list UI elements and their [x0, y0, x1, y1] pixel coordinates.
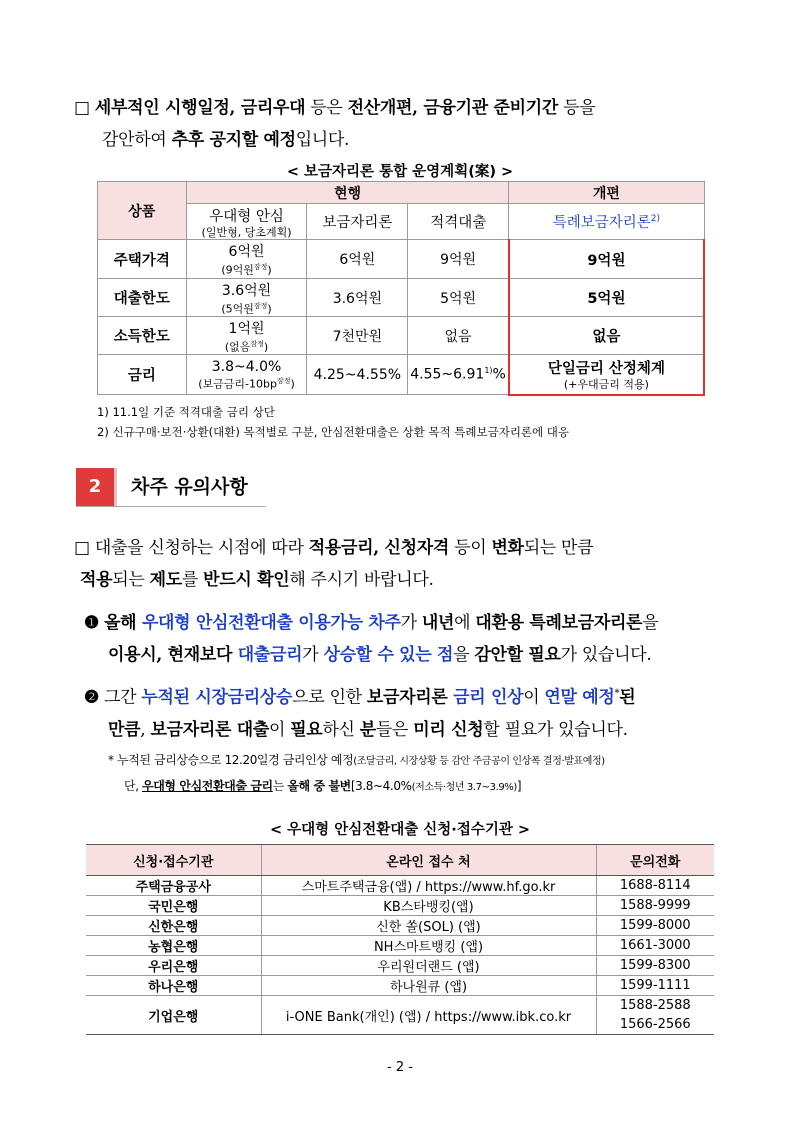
notice-text: 해 주시기 바랍니다. — [289, 570, 434, 590]
phone-number: 1588-9999 — [596, 896, 714, 916]
agency-name: 농협은행 — [86, 936, 261, 956]
online-channel: 스마트주택금융(앱) / https://www.hf.go.kr — [261, 876, 596, 896]
item-text: 내년 — [421, 613, 455, 633]
cell-sup: 잠정 — [253, 263, 268, 272]
header-agency: 신청·접수기관 — [86, 845, 261, 876]
item-text: 을 — [453, 645, 475, 665]
phone-number: 1661-3000 — [596, 936, 714, 956]
item-text: 누적된 시장금리상승 — [141, 687, 293, 708]
item-text: 보금자리론 — [366, 687, 454, 708]
col-preferred-sub: (일반형, 당초계획) — [201, 225, 292, 239]
cell-special — [509, 317, 704, 355]
operation-plan-table — [97, 181, 705, 396]
section-number-badge: 2 — [76, 468, 114, 506]
col-preferred — [186, 204, 307, 240]
footnote-text: 단, — [124, 779, 143, 793]
cell-value: 4.55~6.91 — [410, 366, 485, 383]
cell-special — [509, 240, 704, 279]
col-special-sup: 2) — [650, 214, 661, 225]
agency-name: 하나은행 — [86, 976, 261, 996]
item-text: 필요 — [290, 719, 323, 740]
table-row — [98, 355, 705, 395]
note-1: 1) 11.1일 기준 적격대출 금리 상단 — [97, 405, 275, 419]
cell-value: 1억원 — [228, 320, 265, 337]
item-text: 대출금리 — [237, 645, 303, 665]
footnote-text: [3.8~4.0% — [350, 779, 412, 793]
cell-special — [509, 279, 704, 317]
header-phone: 문의전화 — [596, 845, 714, 876]
cell-qualified — [408, 317, 509, 355]
cell-sub: (5억원 — [221, 302, 254, 316]
cell-value: 없음 — [592, 329, 621, 345]
cell-sub-close: ) — [263, 340, 269, 354]
phone-number: 1599-8300 — [596, 956, 714, 976]
table-row — [98, 240, 705, 279]
online-channel: i-ONE Bank(개인) (앱) / https://www.ibk.co.kr — [261, 996, 596, 1035]
table1-notes — [97, 402, 737, 442]
notice-text: 변화 — [491, 538, 524, 558]
item-text: 분 — [359, 719, 376, 740]
footnote-text: (저소득·청년 3.7~3.9%) — [411, 782, 517, 793]
col-special-label: 특례보금자리론 — [552, 215, 651, 231]
bullet-1-icon: ❶ — [84, 613, 99, 633]
item-text: 금리 인상 — [453, 687, 524, 708]
item-text: 하신 — [322, 719, 360, 740]
cell-sub: (없음 — [224, 340, 251, 354]
cell-preferred — [186, 317, 307, 355]
online-channel: 신한 쏠(SOL) (앱) — [261, 916, 596, 936]
cell-sup: 잠정 — [250, 339, 264, 348]
phone-number-2: 1566-2566 — [619, 1017, 691, 1032]
notice-text: 를 — [181, 570, 204, 590]
item-text: 연말 예정 — [544, 687, 615, 708]
agency-name: 신한은행 — [86, 916, 261, 936]
cell-sub-close: ) — [267, 263, 272, 277]
item-text: 들은 — [375, 719, 414, 740]
item-text: 우대형 안심전환대출 이용가능 차주 — [141, 613, 401, 633]
cell-sup: 잠정 — [253, 301, 268, 310]
agency-name: 주택금융공사 — [86, 876, 261, 896]
checkbox-bullet-icon: □ — [74, 538, 90, 558]
cell-sup: 잠정 — [276, 376, 291, 385]
item-text: 가 있습니다. — [560, 645, 652, 665]
notice-line-1 — [74, 532, 744, 564]
cell-special — [509, 355, 704, 395]
header-current: 현행 — [186, 182, 509, 204]
table-row — [86, 936, 714, 956]
col-bogeumjari: 보금자리론 — [307, 204, 408, 240]
row-label: 대출한도 — [98, 279, 187, 317]
agency-name: 국민은행 — [86, 896, 261, 916]
item-text: , — [140, 719, 151, 740]
cell-qualified — [408, 355, 509, 395]
row-label: 주택가격 — [98, 240, 187, 279]
phone-number-1: 1588-2588 — [619, 998, 691, 1013]
intro-text: 등을 — [557, 98, 596, 118]
row-label: 소득한도 — [98, 317, 187, 355]
phone-number: 1599-8000 — [596, 916, 714, 936]
table-row — [86, 896, 714, 916]
intro-text: 감안하여 — [102, 130, 172, 150]
phone-number: 1688-8114 — [596, 876, 714, 896]
cell-bogeumjari: 7천만원 — [307, 317, 408, 355]
note-2: 2) 신규구매·보전·상환(대환) 목적별로 구분, 안심전환대출은 상환 목적 특례보금자리론에 대응 — [97, 425, 570, 439]
cell-sub-close: ) — [290, 377, 295, 391]
cell-preferred — [186, 279, 307, 317]
col-qualified: 적격대출 — [408, 204, 509, 240]
item-1-line-1 — [84, 607, 734, 639]
notice-text: 적용금리, 신청자격 — [308, 538, 449, 558]
table-row — [86, 956, 714, 976]
item-2-line-2 — [84, 714, 734, 746]
online-channel: 하나원큐 (앱) — [261, 976, 596, 996]
intro-text: 입니다. — [295, 130, 350, 150]
table-row — [86, 876, 714, 896]
item-text: 이 — [268, 719, 291, 740]
footnote-text: * 누적된 금리상승으로 12.20일경 금리인상 예정 — [108, 753, 354, 767]
cell-preferred — [186, 240, 307, 279]
notice-line-2 — [74, 564, 744, 596]
item-text: 이 — [523, 687, 545, 708]
notice-text: 되는 — [112, 570, 150, 590]
cell-value: 3.8~4.0% — [211, 358, 282, 375]
footnote-text: (조달금리, 시장상황 등 감안 주금공이 인상폭 결정·발표예정) — [353, 756, 605, 767]
cell-value: 9억원 — [440, 252, 477, 268]
cell-bogeumjari: 4.25~4.55% — [307, 355, 408, 395]
item-text: 할 필요가 있습니다. — [483, 719, 628, 740]
row-label: 금리 — [98, 355, 187, 395]
item-text: 보금자리론 대출 — [150, 719, 269, 740]
table-row — [86, 916, 714, 936]
intro-paragraph — [74, 92, 734, 156]
phone-number — [596, 996, 714, 1035]
phone-number: 1599-1111 — [596, 976, 714, 996]
online-channel: KB스타뱅킹(앱) — [261, 896, 596, 916]
table1-caption: < 보금자리론 통합 운영계획(案) > — [286, 164, 514, 180]
notice-text: 제도 — [149, 570, 182, 590]
item-text: 이용시, 현재보다 — [108, 645, 238, 665]
notice-text: 등이 — [448, 538, 492, 558]
intro-text: 등은 — [305, 98, 348, 118]
cell-value: 9억원 — [587, 252, 626, 269]
item-text: 감안할 필요 — [474, 645, 561, 665]
cell-sub: (+우대금리 적용) — [563, 378, 649, 392]
cell-sup: 1) — [484, 366, 493, 376]
table-row — [98, 279, 705, 317]
intro-line-2 — [74, 124, 734, 156]
cell-qualified — [408, 279, 509, 317]
cell-sub-close: ) — [267, 302, 272, 316]
item-text: 가 — [302, 645, 324, 665]
header-product: 상품 — [98, 182, 187, 240]
agency-name: 우리은행 — [86, 956, 261, 976]
header-online: 온라인 접수 처 — [261, 845, 596, 876]
footnote-text: 는 — [272, 779, 288, 793]
footnote — [108, 748, 738, 800]
footnote-text: 올해 중 불변 — [287, 779, 351, 793]
item-text: 으로 인한 — [292, 687, 367, 708]
section-number-shadow — [114, 468, 117, 506]
footnote-text: ] — [516, 779, 522, 793]
section-underline — [76, 506, 266, 507]
table-row — [86, 996, 714, 1035]
item-text: 가 — [400, 613, 422, 633]
item-text: * — [614, 688, 620, 699]
notice-text: 반드시 확인 — [203, 570, 290, 590]
item-text: 미리 신청 — [413, 719, 484, 740]
table-row — [86, 976, 714, 996]
page-number: - 2 - — [387, 1060, 413, 1075]
checkbox-bullet-icon: □ — [74, 98, 90, 118]
cell-value: 6억원 — [228, 244, 265, 261]
table-header-row — [86, 845, 714, 876]
cell-after: % — [492, 366, 506, 383]
cell-value: 5억원 — [587, 291, 626, 307]
item-text: 된 — [619, 687, 636, 708]
cell-value: 없음 — [444, 328, 472, 345]
table-row — [98, 317, 705, 355]
item-text: 올해 — [104, 613, 142, 633]
cell-value: 단일금리 산정체계 — [547, 361, 665, 378]
section-title: 차주 유의사항 — [131, 476, 248, 498]
cell-qualified — [408, 240, 509, 279]
table2-caption: < 우대형 안심전환대출 신청·접수기관 > — [269, 822, 531, 838]
intro-text: 전산개편, 금융기관 준비기간 — [347, 98, 558, 118]
footnote-line-2 — [108, 774, 738, 800]
item-1 — [84, 607, 734, 671]
intro-line-1 — [74, 92, 734, 124]
intro-text: 세부적인 시행일정, 금리우대 — [94, 98, 306, 118]
item-1-line-2 — [84, 639, 734, 671]
section-header — [76, 468, 266, 508]
notice-text: 되는 만큼 — [523, 538, 594, 558]
online-channel: 우리원더랜드 (앱) — [261, 956, 596, 976]
cell-sub: (보금금리-10bp — [198, 377, 277, 391]
notice-paragraph — [74, 532, 744, 596]
intro-text: 추후 공지할 예정 — [171, 130, 296, 150]
online-channel: NH스마트뱅킹 (앱) — [261, 936, 596, 956]
cell-value: 3.6억원 — [221, 282, 272, 299]
header-reform: 개편 — [509, 182, 704, 204]
notice-text: 적용 — [80, 570, 113, 590]
item-text: 만큼 — [108, 719, 141, 740]
cell-bogeumjari: 6억원 — [307, 240, 408, 279]
agencies-table — [86, 844, 714, 1035]
item-text: 에 — [454, 613, 476, 633]
bullet-2-icon: ❷ — [84, 687, 99, 708]
col-preferred-label: 우대형 안심 — [209, 208, 284, 225]
footnote-text: 우대형 안심전환대출 금리 — [142, 779, 273, 793]
cell-bogeumjari: 3.6억원 — [307, 279, 408, 317]
notice-text: 대출을 신청하는 시점에 따라 — [94, 538, 309, 558]
cell-value: 5억원 — [440, 290, 477, 307]
item-text: 상승할 수 있는 점 — [323, 645, 454, 665]
agency-name: 기업은행 — [86, 996, 261, 1035]
item-text: 을 — [642, 613, 659, 633]
item-2-line-1 — [84, 678, 734, 714]
footnote-line-1 — [108, 748, 738, 774]
cell-preferred — [186, 355, 307, 395]
cell-sub: (9억원 — [221, 263, 254, 277]
item-text: 대환용 특례보금자리론 — [475, 613, 643, 633]
item-2 — [84, 678, 734, 746]
col-special — [509, 204, 704, 240]
item-text: 그간 — [104, 687, 142, 708]
